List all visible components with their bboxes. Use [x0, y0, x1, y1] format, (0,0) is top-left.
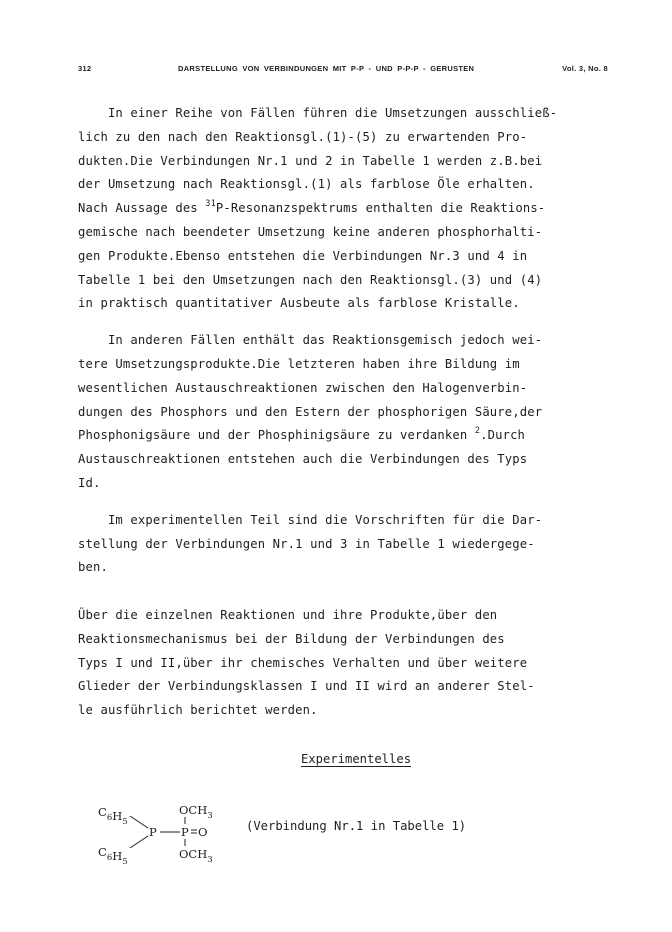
text-line: Im experimentellen Teil sind die Vorschriften für die Dar-	[78, 512, 543, 527]
formula-caption: (Verbindung Nr.1 in Tabelle 1)	[246, 819, 467, 833]
text-line: in praktisch quantitativer Ausbeute als farblose Kristalle.	[78, 296, 520, 311]
page-number: 312	[78, 64, 92, 73]
text-line: lich zu den nach den Reaktionsgl.(1)-(5) zu erwartenden Pro-	[78, 129, 528, 144]
text-line: Typs I und II,über ihr chemisches Verhalten und über weitere	[78, 655, 528, 670]
text-line: gemische nach beendeter Umsetzung keine anderen phosphorhalti-	[78, 224, 543, 239]
text-line: Tabelle 1 bei den Umsetzungen nach den Reaktionsgl.(3) und (4)	[78, 272, 543, 287]
text-segment: Phosphonigsäure und der Phosphinigsäure zu verdanken	[78, 428, 475, 443]
text-line: Über die einzelnen Reaktionen und ihre Produkte,über den	[78, 607, 498, 622]
text-line: gen Produkte.Ebenso entstehen die Verbindungen Nr.3 und 4 in	[78, 248, 528, 263]
section-heading-container	[0, 752, 672, 766]
text-line: stellung der Verbindungen Nr.1 und 3 in Tabelle 1 wiedergege-	[78, 536, 535, 551]
text-line: Id.	[78, 475, 101, 490]
formula-methoxy-top: $OCH_3$	[179, 803, 213, 821]
text-line: Glieder der Verbindungsklassen I und II wird an anderer Stel-	[78, 679, 535, 694]
superscript: 31	[205, 199, 216, 210]
text-line: dungen des Phosphors und den Estern der phosphorigen Säure,der	[78, 404, 543, 419]
text-segment: P-Resonanzspektrums enthalten die Reaktions-	[215, 201, 546, 216]
text-line: der Umsetzung nach Reaktionsgl.(1) als farblose Öle erhalten.	[78, 177, 535, 192]
structural-formula	[96, 800, 276, 870]
paragraph-gap	[78, 316, 598, 329]
formula-atom-p1: P	[149, 825, 157, 839]
text-line: wesentlichen Austauschreaktionen zwischen den Halogenverbin-	[78, 380, 528, 395]
formula-methoxy-bottom: $OCH_3$	[179, 847, 213, 865]
formula-phenyl-top: $C_6H_5$	[98, 805, 128, 827]
text-line	[78, 580, 598, 604]
volume-info: Vol. 3, No. 8	[562, 64, 608, 73]
text-segment: .Durch	[480, 428, 526, 443]
text-line: In einer Reihe von Fällen führen die Umsetzungen ausschließ-	[78, 106, 558, 120]
text-line: tere Umsetzungsprodukte.Die letzteren haben ihre Bildung im	[78, 356, 520, 371]
running-title: DARSTELLUNG VON VERBINDUNGEN MIT P-P - UND P-P-P - GERUSTEN	[178, 64, 475, 73]
section-heading: Experimentelles	[300, 752, 412, 766]
text-line: ben.	[78, 560, 108, 575]
text-line	[78, 424, 598, 448]
bond-phenyl-bottom	[130, 836, 148, 848]
formula-svg	[96, 800, 276, 870]
text-line: Austauschreaktionen entstehen auch die Verbindungen des Typs	[78, 452, 528, 467]
formula-atom-oxygen: O	[198, 825, 208, 839]
text-segment: Nach Aussage des	[78, 201, 206, 216]
running-header	[78, 64, 608, 78]
text-line: le ausführlich berichtet werden.	[78, 703, 318, 718]
formula-phenyl-bottom: $C_6H_5$	[98, 845, 128, 867]
bond-phenyl-top	[130, 816, 148, 828]
superscript: 2	[474, 426, 481, 437]
text-line: In anderen Fällen enthält das Reaktionsgemisch jedoch wei-	[78, 333, 543, 348]
text-line: Reaktionsmechanismus bei der Bildung der Verbindungen des	[78, 631, 505, 646]
formula-atom-p2: P	[181, 825, 189, 839]
body-text	[78, 102, 598, 723]
text-line	[78, 197, 598, 221]
text-line: dukten.Die Verbindungen Nr.1 und 2 in Tabelle 1 werden z.B.bei	[78, 153, 543, 168]
paragraph-gap	[78, 496, 598, 509]
